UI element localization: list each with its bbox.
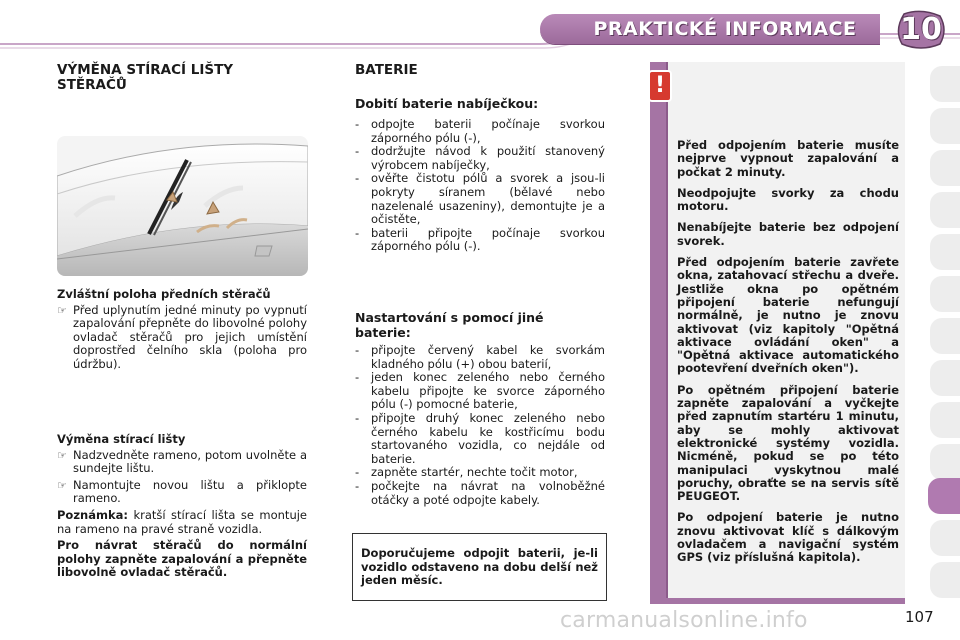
side-tab[interactable] bbox=[930, 360, 960, 396]
wiper-illustration bbox=[57, 136, 308, 276]
list-item: - zapněte startér, nechte točit motor, bbox=[355, 466, 605, 480]
return-instruction: Pro návrat stěračů do normální polohy zapněte zapalování a přepněte libovolně ovladač stěračů. bbox=[57, 538, 307, 580]
charge-heading: Dobití baterie nabíječkou: bbox=[355, 96, 539, 111]
list-item: - ověřte čistotu pólů a svorek a jsou-li pokryty síranem (bělavé nebo nazelenalé usazeniny), demontujte je a očistěte, bbox=[355, 172, 605, 226]
list-item: - baterii připojte počínaje svorkou záporného pólu (-). bbox=[355, 227, 605, 254]
warning-paragraph: Před odpojením baterie zavřete okna, zatahovací střechu a dveře. Jestliže okna po opětném připojení baterie nefungují normálně, je nutno je znovu aktivovat (viz kapitoly "Opětná aktivace ovládání oken" a "Opětná aktivace automatického pootevření dveřních oken"). bbox=[677, 255, 899, 376]
side-tab[interactable] bbox=[930, 150, 960, 186]
list-item: - jeden konec zeleného nebo černého kabelu připojte ke svorce záporného pólu (-) pomocné baterie, bbox=[355, 371, 605, 412]
watermark: carmanualsonline.info bbox=[560, 608, 808, 633]
special-position-heading: Zvláštní poloha předních stěračů bbox=[57, 287, 271, 301]
battery-note-text: Doporučujeme odpojit baterii, je-li vozidlo odstaveno na dobu delší než jeden měsíc. bbox=[361, 546, 598, 588]
list-item: - počkejte na návrat na volnoběžné otáčky a poté odpojte kabely. bbox=[355, 480, 605, 507]
side-tab[interactable] bbox=[930, 234, 960, 270]
side-tab[interactable] bbox=[930, 66, 960, 102]
list-item: - odpojte baterii počínaje svorkou záporného pólu (-), bbox=[355, 118, 605, 145]
side-tab-active[interactable] bbox=[928, 478, 960, 514]
list-item: ☞ Před uplynutím jedné minuty po vypnutí zapalování přepněte do libovolné polohy ovladač stěračů pro jejich umístění doprostřed čelního skla (poloha pro údržbu). bbox=[57, 304, 307, 372]
side-tab[interactable] bbox=[930, 108, 960, 144]
warning-paragraph: Nenabíjejte baterie bez odpojení svorek. bbox=[677, 220, 899, 248]
jump-start-block bbox=[355, 344, 605, 507]
side-tab[interactable] bbox=[930, 192, 960, 228]
wiper-special-block bbox=[57, 288, 307, 372]
list-item: ☞ Nadzvedněte rameno, potom uvolněte a sundejte lištu. bbox=[57, 449, 307, 476]
charge-list bbox=[355, 118, 605, 254]
warning-paragraph: Před odpojením baterie musíte nejprve vypnout zapalování a počkat 2 minuty. bbox=[677, 138, 899, 179]
page-number: 107 bbox=[905, 608, 934, 626]
side-tab[interactable] bbox=[930, 444, 960, 480]
note-text: kratší stírací lišta se montuje na rameno na pravé straně vozidla. bbox=[57, 507, 308, 536]
replace-list bbox=[57, 449, 307, 506]
battery-note-box bbox=[352, 533, 607, 601]
warning-paragraph: Po odpojení baterie je nutno znovu aktivovat klíč s dálkovým ovladačem a navigační systém GPS (viz příslušná kapitola). bbox=[677, 510, 899, 565]
warning-text bbox=[677, 139, 899, 573]
side-tab[interactable] bbox=[930, 276, 960, 312]
warning-paragraph: Po opětném připojení baterie zapněte zapalování a vyčkejte před zapnutím startéru 1 minutu, aby se mohly aktivovat elektronické systémy vozidla. Nicméně, pokud se po této manipulaci vyskytnou malé poruchy, obraťte se na servis sítě PEUGEOT. bbox=[677, 382, 899, 504]
charge-block bbox=[355, 118, 605, 254]
chapter-number: 10 bbox=[900, 12, 942, 47]
side-tab[interactable] bbox=[930, 318, 960, 354]
note-label: Poznámka: bbox=[57, 507, 128, 522]
side-tab[interactable] bbox=[930, 520, 960, 556]
jump-start-list bbox=[355, 344, 605, 507]
list-item: - dodržujte návod k použití stanovený výrobcem nabíječky, bbox=[355, 145, 605, 172]
battery-section-title: BATERIE bbox=[355, 62, 418, 78]
side-tab[interactable] bbox=[930, 562, 960, 598]
list-item: - připojte druhý konec zeleného nebo černého kabelu ke kostřicímu bodu startovaného vozidla, co nejdále od baterie. bbox=[355, 412, 605, 466]
special-position-list bbox=[57, 304, 307, 372]
list-item: ☞ Namontujte novou lištu a přiklopte rameno. bbox=[57, 479, 307, 506]
wiper-note bbox=[57, 509, 307, 536]
warning-paragraph: Neodpojujte svorky za chodu motoru. bbox=[677, 185, 899, 214]
list-item: - připojte červený kabel ke svorkám kladného pólu (+) obou baterií, bbox=[355, 344, 605, 371]
side-tab[interactable] bbox=[930, 402, 960, 438]
wiper-section-title: VÝMĚNA STÍRACÍ LIŠTY STĚRAČŮ bbox=[57, 62, 234, 93]
page-title: PRAKTICKÉ INFORMACE bbox=[593, 18, 857, 40]
replace-heading: Výměna stírací lišty bbox=[57, 432, 186, 446]
jump-start-heading: Nastartování s pomocí jiné baterie: bbox=[355, 310, 544, 340]
wiper-replace-block bbox=[57, 433, 307, 580]
warning-icon-glyph: ! bbox=[654, 73, 666, 98]
